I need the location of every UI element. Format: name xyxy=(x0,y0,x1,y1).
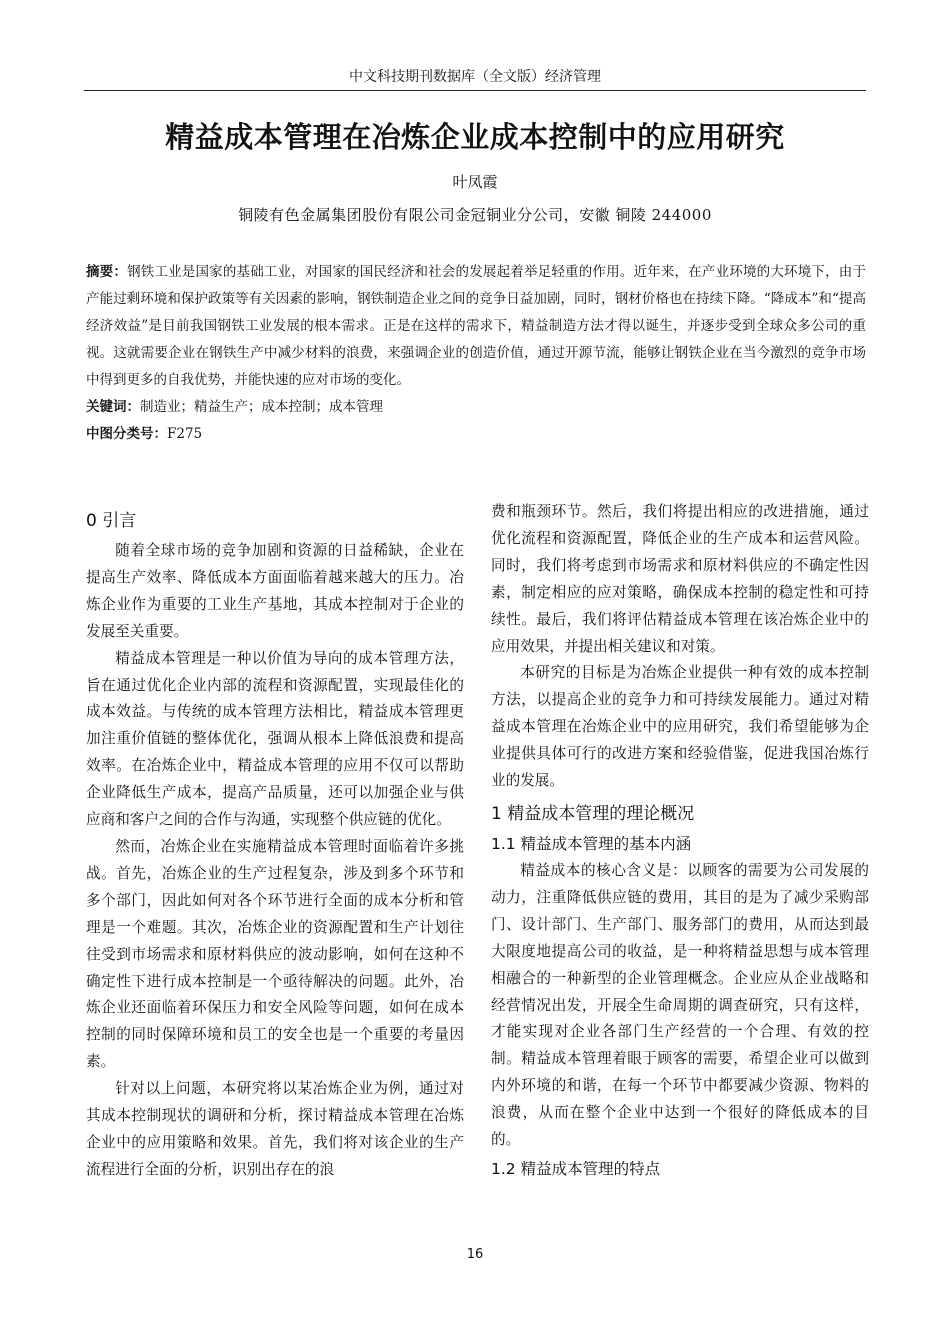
right-column xyxy=(491,499,869,1183)
keywords-label: 关键词： xyxy=(86,399,140,415)
paragraph: 费和瓶颈环节。然后，我们将提出相应的改进措施，通过优化流程和资源配置，降低企业的生产成本和运营风险。同时，我们将考虑到市场需求和原材料供应的不确定性因素，制定相应的应对策略，确保成本控制的稳定性和可持续性。最后，我们将评估精益成本管理在该冶炼企业中的应用效果，并提出相关建议和对策。 xyxy=(491,503,869,655)
running-head: 中文科技期刊数据库（全文版）经济管理 xyxy=(84,66,866,91)
keywords xyxy=(86,394,866,421)
abstract-label: 摘要： xyxy=(86,264,128,280)
abstract xyxy=(86,259,866,394)
abstract-block xyxy=(86,259,866,448)
section-heading-theory: 1 精益成本管理的理论概况 xyxy=(491,803,695,824)
author: 叶凤霞 xyxy=(452,173,498,191)
paragraph: 随着全球市场的竞争加剧和资源的日益稀缺，企业在提高生产效率、降低成本方面面临着越来越大的压力。冶炼企业作为重要的工业生产基地，其成本控制对于企业的发展至关重要。 xyxy=(86,542,464,640)
classification-text: F275 xyxy=(167,426,203,442)
classification-label: 中图分类号： xyxy=(86,426,167,442)
paragraph: 本研究的目标是为冶炼企业提供一种有效的成本控制方法，以提高企业的竞争力和可持续发展能力。通过对精益成本管理在冶炼企业中的应用研究，我们希望能够为企业提供具体可行的改进方案和经验借鉴，促进我国冶炼行业的发展。 xyxy=(491,664,869,790)
subsection-heading-connotation: 1.1 精益成本管理的基本内涵 xyxy=(491,834,692,853)
left-column xyxy=(86,504,464,1184)
affiliation: 铜陵有色金属集团股份有限公司金冠铜业分公司，安徽 铜陵 244000 xyxy=(238,206,712,224)
paragraph: 精益成本的核心含义是：以顾客的需要为公司发展的动力，注重降低供应链的费用，其目的是为了减少采购部门、设计部门、生产部门、服务部门的费用，从而达到最大限度地提高公司的收益，是一种将精益思想与成本管理相融合的一种新型的企业管理概念。企业应从企业战略和经营情况出发，开展全生命周期的调查研究，只有这样，才能实现对企业各部门生产经营的一个合理、有效的控制。精益成本管理着眼于顾客的需要，希望企业可以做到内外环境的和谐，在每一个环节中都要减少资源、物料的浪费，从而在整个企业中达到一个很好的降低成本的目的。 xyxy=(491,861,869,1149)
section-heading-introduction: 0 引言 xyxy=(86,511,137,531)
article-title: 精益成本管理在冶炼企业成本控制中的应用研究 xyxy=(165,120,785,154)
abstract-text: 钢铁工业是国家的基础工业，对国家的国民经济和社会的发展起着举足轻重的作用。近年来，在产业环境的大环境下，由于产能过剩环境和保护政策等有关因素的影响，钢铁制造企业之间的竞争日益加剧，同时，钢材价格也在持续下降。“降成本”和“提高经济效益”是目前我国钢铁工业发展的根本需求。正是在这样的需求下，精益制造方法才得以诞生，并逐步受到全球众多公司的重视。这就需要企业在钢铁生产中减少材料的浪费，来强调企业的创造价值，通过开源节流，能够让钢铁企业在当今激烈的竞争市场中得到更多的自我优势，并能快速的应对市场的变化。 xyxy=(86,264,866,388)
subsection-heading-characteristics: 1.2 精益成本管理的特点 xyxy=(491,1159,661,1178)
paragraph: 精益成本管理是一种以价值为导向的成本管理方法，旨在通过优化企业内部的流程和资源配置，实现最佳化的成本效益。与传统的成本管理方法相比，精益成本管理更加注重价值链的整体优化，强调从根本上降低浪费和提高效率。在冶炼企业中，精益成本管理的应用不仅可以帮助企业降低生产成本，提高产品质量，还可以加强企业与供应商和客户之间的合作与沟通，实现整个供应链的优化。 xyxy=(86,649,464,829)
keywords-text: 制造业；精益生产；成本控制；成本管理 xyxy=(140,399,383,415)
paragraph: 然而，冶炼企业在实施精益成本管理时面临着许多挑战。首先，冶炼企业的生产过程复杂，涉及到多个环节和多个部门，因此如何对各个环节进行全面的成本分析和管理是一个难题。其次，冶炼企业的资源配置和生产计划往往受到市场需求和原材料供应的波动影响，如何在这种不确定性下进行成本控制是一个亟待解决的问题。此外，冶炼企业还面临着环保压力和安全风险等问题，如何在成本控制的同时保障环境和员工的安全也是一个重要的考量因素。 xyxy=(86,837,464,1071)
classification xyxy=(86,421,866,448)
page-number: 16 xyxy=(466,1247,484,1262)
paragraph: 针对以上问题，本研究将以某冶炼企业为例，通过对其成本控制现状的调研和分析，探讨精益成本管理在冶炼企业中的应用策略和效果。首先，我们将对该企业的生产流程进行全面的分析，识别出存在的浪 xyxy=(86,1080,464,1178)
